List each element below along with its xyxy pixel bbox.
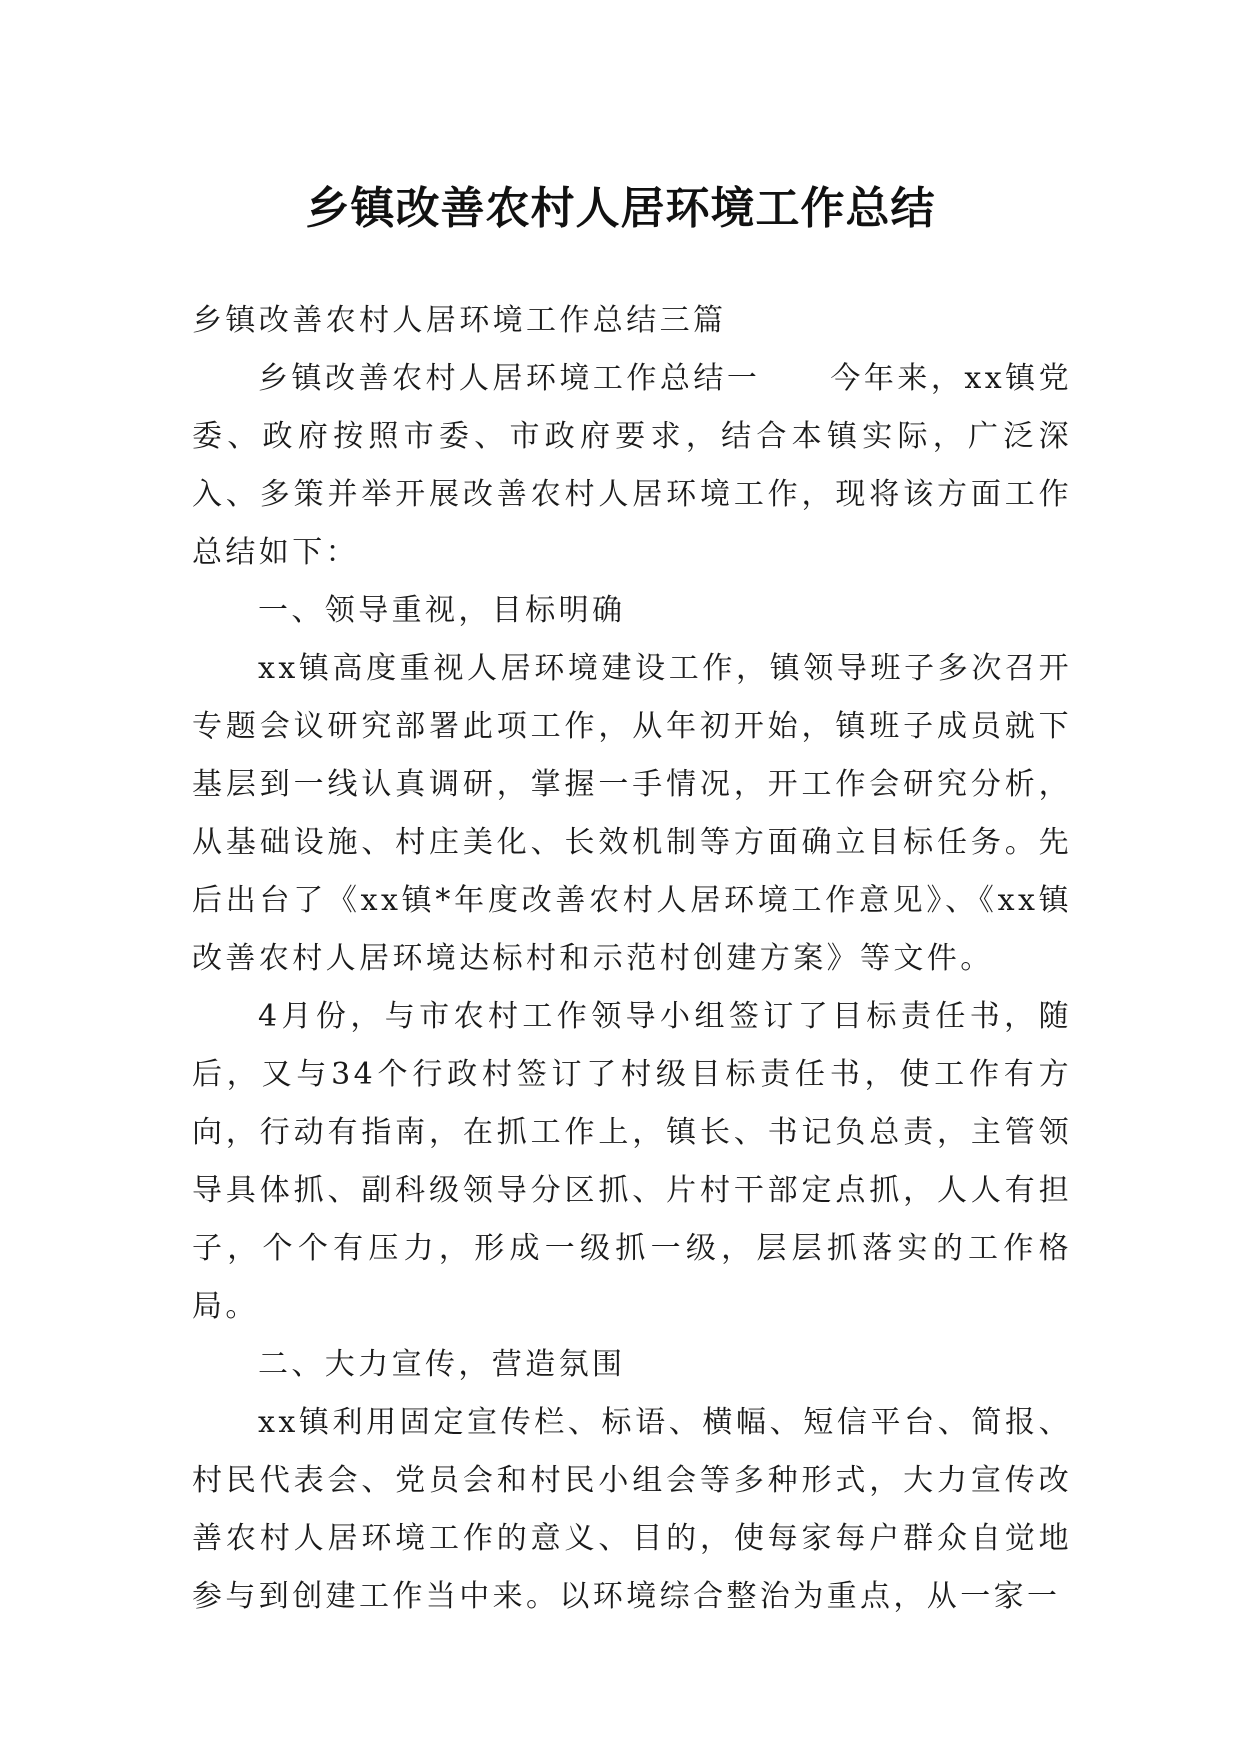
section2-heading: 二、大力宣传，营造氛围 bbox=[258, 1347, 626, 1382]
intro-heading: 乡镇改善农村人居环境工作总结一 bbox=[258, 361, 761, 396]
section2-paragraph-1: xx镇利用固定宣传栏、标语、横幅、短信平台、简报、村民代表会、党员会和村民小组会等多种形式，大力宣传改善农村人居环境工作的意义、目的，使每家每户群众自觉地参与到创建工作当中来。以环境综合整治为重点，从一家一 bbox=[192, 1405, 1072, 1614]
document-body bbox=[192, 292, 1072, 1626]
section1-heading: 一、领导重视，目标明确 bbox=[258, 593, 626, 628]
document-title: 乡镇改善农村人居环境工作总结 bbox=[305, 183, 936, 235]
section1-paragraph-2: 4月份，与市农村工作领导小组签订了目标责任书，随后，又与34个行政村签订了村级目标责任书，使工作有方向，行动有指南，在抓工作上，镇长、书记负总责，主管领导具体抓、副科级领导分区抓、片村干部定点抓，人人有担子，个个有压力，形成一级抓一级，层层抓落实的工作格局。 bbox=[192, 999, 1072, 1324]
document-subtitle: 乡镇改善农村人居环境工作总结三篇 bbox=[192, 303, 727, 338]
intro-text: 今年来，xx镇党委、政府按照市委、市政府要求，结合本镇实际，广泛深入、多策并举开展改善农村人居环境工作，现将该方面工作总结如下： bbox=[192, 361, 1073, 570]
intro-paragraph bbox=[192, 350, 1072, 582]
section1-paragraph-1: xx镇高度重视人居环境建设工作，镇领导班子多次召开专题会议研究部署此项工作，从年初开始，镇班子成员就下基层到一线认真调研，掌握一手情况，开工作会研究分析，从基础设施、村庄美化、长效机制等方面确立目标任务。先后出台了《xx镇*年度改善农村人居环境工作意见》、《xx镇改善农村人居环境达标村和示范村创建方案》等文件。 bbox=[192, 651, 1072, 976]
